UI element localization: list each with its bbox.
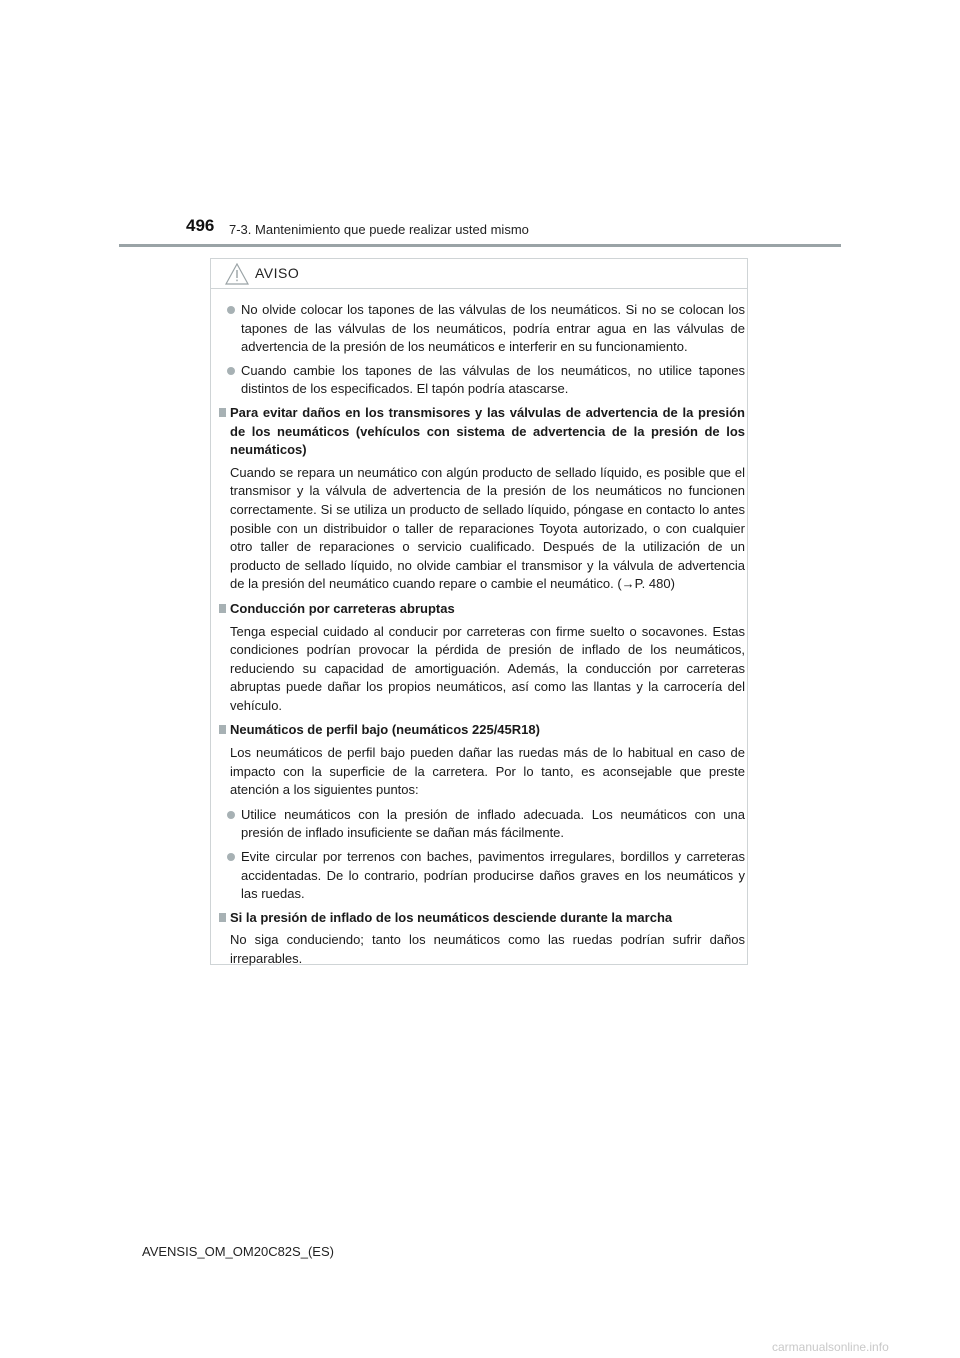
- page-number: 496: [186, 216, 215, 235]
- bullet-text: Utilice neumáticos con la presión de inflado adecuada. Los neumáticos con una presión de inflado insuficiente se dañan más fácilmente.: [241, 806, 745, 841]
- document-id: AVENSIS_OM_OM20C82S_(ES): [142, 1244, 334, 1259]
- warning-header: [211, 259, 747, 289]
- section-text: No siga conduciendo; tanto los neumáticos como las ruedas podrían sufrir daños irreparables.: [230, 932, 745, 966]
- bullet-item: [219, 362, 745, 399]
- section-text: Tenga especial cuidado al conducir por carreteras con firme suelto o socavones. Estas condiciones podrían provocar la pérdida de presión de inflado de los neumáticos, reduciendo su capacidad de amortiguación. Además, la conducción por carreteras abruptas puede dañar los propios neumáticos, así como las llantas y la carrocería del vehículo.: [230, 623, 745, 713]
- section-heading: Neumáticos de perfil bajo (neumáticos 225/45R18): [219, 721, 745, 740]
- square-bullet-icon: [219, 604, 226, 613]
- warning-box: [210, 258, 748, 965]
- warning-triangle-icon: [225, 263, 249, 285]
- watermark-text: carmanualsonline.info: [772, 1340, 889, 1354]
- square-bullet-icon: [219, 913, 226, 922]
- bullet-dot-icon: [227, 306, 235, 314]
- bullet-dot-icon: [227, 367, 235, 375]
- bullet-dot-icon: [227, 853, 235, 861]
- section-heading: Si la presión de inflado de los neumáticos desciende durante la marcha: [219, 909, 745, 928]
- bullet-text: Cuando cambie los tapones de las válvulas de los neumáticos, no utilice tapones distintos de los especificados. El tapón podría atascarse.: [241, 362, 745, 397]
- section-heading: Conducción por carreteras abruptas: [219, 600, 745, 619]
- bullet-text: Evite circular por terrenos con baches, pavimentos irregulares, bordillos y carreteras accidentadas. De lo contrario, podrían producirse daños graves en los neumáticos y las ruedas.: [241, 849, 745, 902]
- section-text: Los neumáticos de perfil bajo pueden dañar las ruedas más de lo habitual en caso de impacto con la superficie de la carretera. Por lo tanto, es aconsejable que preste atención a los siguientes puntos:: [230, 745, 745, 798]
- square-bullet-icon: [219, 725, 226, 734]
- bullet-item: [219, 806, 745, 843]
- section-text: Cuando se repara un neumático con algún producto de sellado líquido, es posible que el transmisor y la válvula de advertencia de la presión de los neumáticos no funcionen correctamente. Si se utiliza un producto de sellado líquido, póngase en contacto lo antes posible con un distribuidor o taller de reparaciones Toyota autorizado, o con cualquier otro taller de reparaciones o servicio cualificado. Después de la utilización de un producto de sellado líquido, no olvide cambiar el transmisor y la válvula de advertencia de la presión del neumático cuando repare o cambie el neumático. (→P. 480): [230, 464, 745, 592]
- section-heading: Para evitar daños en los transmisores y las válvulas de advertencia de la presión de los neumáticos (vehículos con sistema de advertencia de la presión de los neumáticos): [219, 404, 745, 460]
- header-rule: [119, 244, 841, 247]
- section-title: 7-3. Mantenimiento que puede realizar usted mismo: [229, 222, 529, 237]
- square-bullet-icon: [219, 408, 226, 417]
- warning-title: AVISO: [255, 265, 300, 281]
- bullet-dot-icon: [227, 811, 235, 819]
- warning-body: [219, 301, 745, 975]
- bullet-item: [219, 848, 745, 904]
- bullet-item: [219, 301, 745, 357]
- bullet-text: No olvide colocar los tapones de las válvulas de los neumáticos. Si no se colocan los tapones de las válvulas de los neumáticos, podría entrar agua en las válvulas de advertencia de la presión de los neumáticos e interferir en su funcionamiento.: [241, 302, 745, 355]
